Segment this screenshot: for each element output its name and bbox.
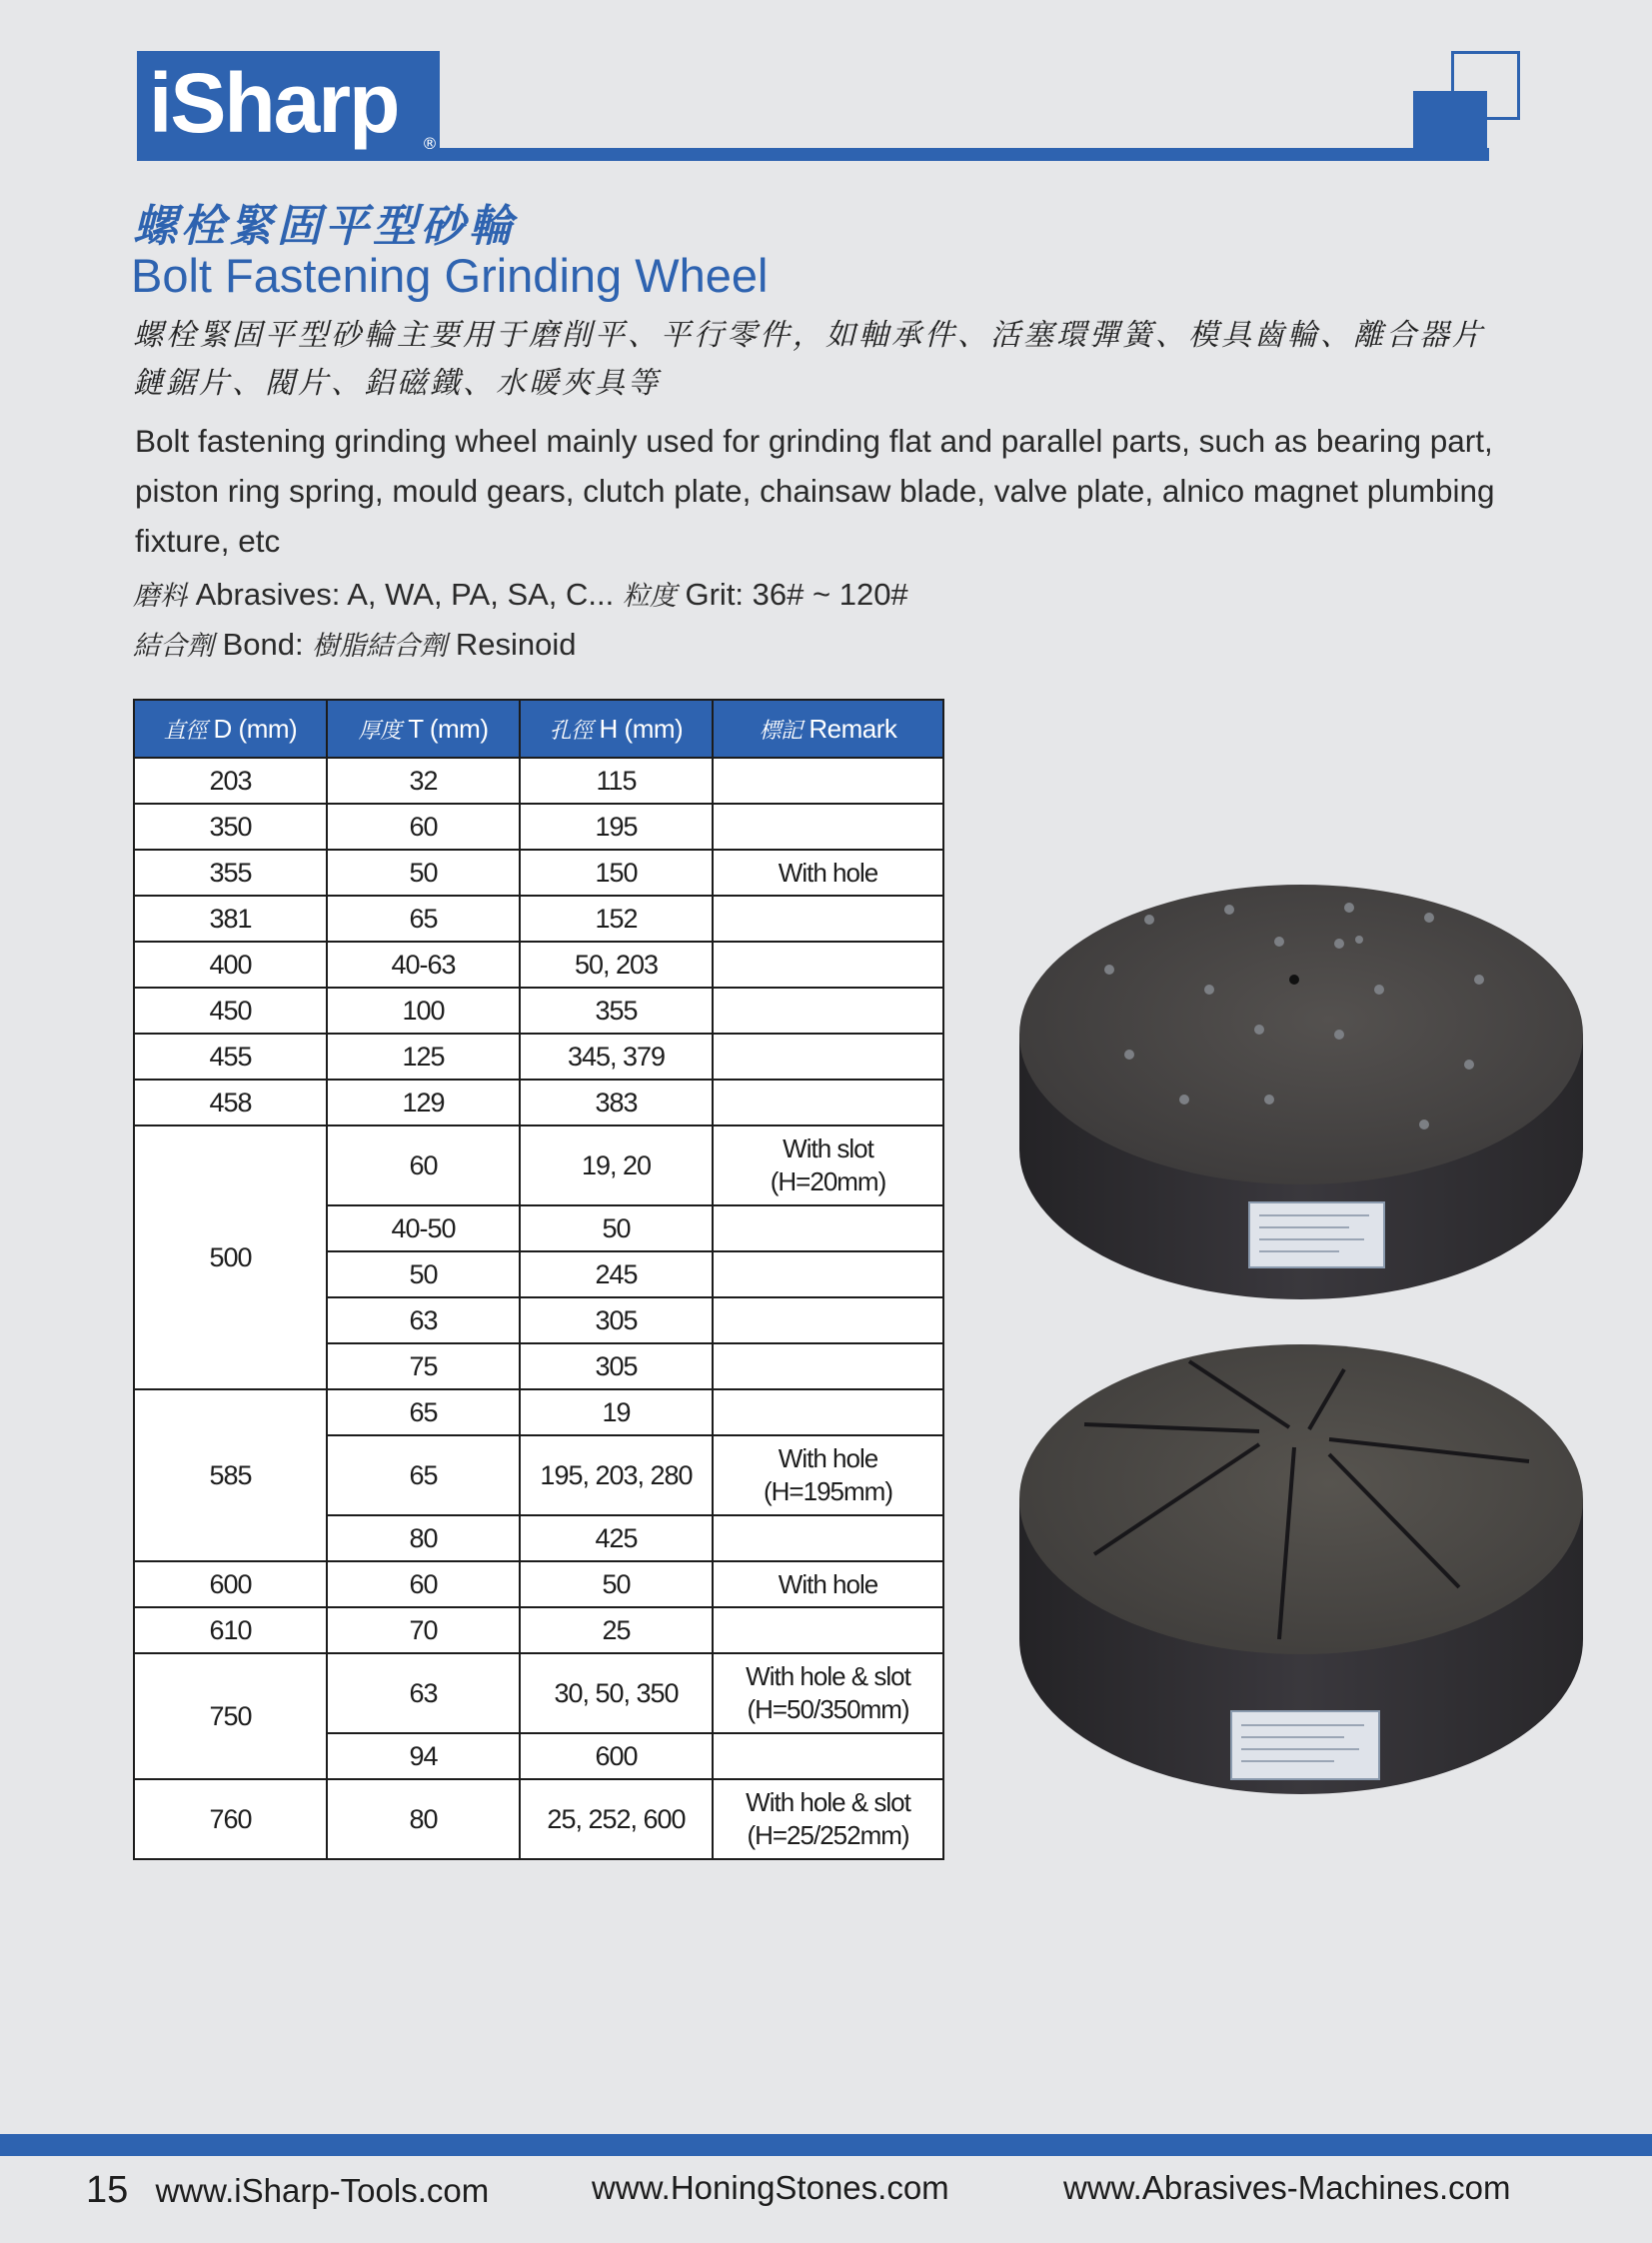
header-remark-cn: 標記	[759, 718, 803, 744]
cell-remark: With hole	[713, 850, 943, 896]
table-row	[134, 988, 943, 1034]
header-thickness	[327, 700, 520, 758]
cell-diameter: 760	[134, 1779, 327, 1859]
cell-hole: 50	[520, 1205, 713, 1251]
cell-diameter: 355	[134, 850, 327, 896]
cell-hole: 25	[520, 1607, 713, 1653]
cell-hole: 19, 20	[520, 1125, 713, 1205]
cell-thickness: 75	[327, 1343, 520, 1389]
remark-line-2: (H=20mm)	[770, 1166, 886, 1196]
cell-remark	[713, 1080, 943, 1125]
cell-thickness: 50	[327, 850, 520, 896]
cell-thickness: 40-63	[327, 942, 520, 988]
cell-thickness: 80	[327, 1779, 520, 1859]
cell-remark	[713, 1343, 943, 1389]
cell-diameter: 585	[134, 1389, 327, 1561]
page-title-chinese: 螺栓緊固平型砂輪	[133, 201, 517, 252]
cell-thickness: 63	[327, 1297, 520, 1343]
product-label	[1231, 1711, 1379, 1779]
table-row	[134, 1125, 943, 1205]
cell-thickness: 60	[327, 1561, 520, 1607]
footer-left	[86, 2169, 489, 2212]
cell-hole: 150	[520, 850, 713, 896]
cell-hole: 345, 379	[520, 1034, 713, 1080]
cell-diameter: 458	[134, 1080, 327, 1125]
cell-hole: 19	[520, 1389, 713, 1435]
cell-remark	[713, 988, 943, 1034]
cell-hole: 25, 252, 600	[520, 1779, 713, 1859]
header-remark-en: Remark	[809, 713, 897, 744]
table-row	[134, 850, 943, 896]
description-chinese-line-1: 螺栓緊固平型砂輪主要用于磨削平、平行零件，如軸承件、活塞環彈簧、模具齒輪、離合器片	[133, 318, 1485, 353]
table-row	[134, 1607, 943, 1653]
cell-remark	[713, 1251, 943, 1297]
cell-thickness: 65	[327, 1435, 520, 1515]
footer-link-honingstones[interactable]: www.HoningStones.com	[592, 2169, 949, 2206]
table-row	[134, 942, 943, 988]
cell-thickness: 125	[327, 1034, 520, 1080]
cell-thickness: 40-50	[327, 1205, 520, 1251]
remark-line-1: With slot	[783, 1133, 873, 1163]
cell-diameter: 500	[134, 1125, 327, 1389]
cell-thickness: 63	[327, 1653, 520, 1733]
cell-thickness: 65	[327, 1389, 520, 1435]
cell-diameter: 203	[134, 758, 327, 804]
cell-remark	[713, 758, 943, 804]
cell-hole: 50, 203	[520, 942, 713, 988]
cell-diameter: 455	[134, 1034, 327, 1080]
remark-line-1: With hole & slot	[746, 1661, 910, 1691]
cell-remark	[713, 1515, 943, 1561]
cell-thickness: 70	[327, 1607, 520, 1653]
abrasives-value: Abrasives: A, WA, PA, SA, C...	[195, 577, 615, 612]
table-row	[134, 758, 943, 804]
cell-remark	[713, 1435, 943, 1515]
cell-hole: 152	[520, 896, 713, 942]
header-diameter-en: D (mm)	[213, 713, 298, 744]
cell-remark	[713, 1389, 943, 1435]
corner-square-fill	[1413, 91, 1487, 161]
registered-mark: ®	[422, 134, 438, 153]
table-row	[134, 1561, 943, 1607]
table-header-row	[134, 700, 943, 758]
footer-link-isharp-tools[interactable]: www.iSharp-Tools.com	[155, 2172, 490, 2209]
cell-remark	[713, 1205, 943, 1251]
bond-label-cn: 結合劑	[133, 631, 214, 662]
wheel-top-surface	[1019, 1344, 1583, 1654]
cell-hole: 383	[520, 1080, 713, 1125]
table-row	[134, 1779, 943, 1859]
cell-diameter: 750	[134, 1653, 327, 1779]
header-thickness-cn: 厚度	[358, 718, 402, 744]
remark-line-1: With hole & slot	[746, 1787, 910, 1817]
brand-logo	[137, 51, 440, 161]
cell-hole: 245	[520, 1251, 713, 1297]
cell-remark	[713, 1125, 943, 1205]
header-hole-cn: 孔徑	[549, 718, 593, 744]
page-number: 15	[86, 2169, 129, 2211]
cell-thickness: 94	[327, 1733, 520, 1779]
bond-line	[133, 624, 577, 663]
cell-hole: 30, 50, 350	[520, 1653, 713, 1733]
header-thickness-en: T (mm)	[408, 713, 489, 744]
table-row	[134, 896, 943, 942]
cell-hole: 355	[520, 988, 713, 1034]
center-hole	[1289, 975, 1299, 985]
header-hole-en: H (mm)	[599, 713, 684, 744]
cell-remark	[713, 1607, 943, 1653]
cell-thickness: 65	[327, 896, 520, 942]
cell-thickness: 100	[327, 988, 520, 1034]
header-hole	[520, 700, 713, 758]
bolt-wheel-image	[1009, 880, 1594, 1339]
cell-remark	[713, 942, 943, 988]
cell-hole: 50	[520, 1561, 713, 1607]
cell-thickness: 129	[327, 1080, 520, 1125]
table-row	[134, 804, 943, 850]
cell-thickness: 80	[327, 1515, 520, 1561]
description-chinese-line-2: 鏈鋸片、閥片、鋁磁鐵、水暖夾具等	[133, 366, 661, 401]
cell-hole: 600	[520, 1733, 713, 1779]
abrasives-grit-line	[133, 574, 908, 613]
header-remark	[713, 700, 943, 758]
cell-diameter: 381	[134, 896, 327, 942]
cell-remark	[713, 1779, 943, 1859]
cell-diameter: 610	[134, 1607, 327, 1653]
footer-link-abrasives-machines[interactable]: www.Abrasives-Machines.com	[1063, 2169, 1511, 2206]
cell-thickness: 32	[327, 758, 520, 804]
grit-value: Grit: 36# ~ 120#	[685, 577, 908, 612]
product-label	[1249, 1202, 1384, 1267]
cell-thickness: 60	[327, 1125, 520, 1205]
cell-hole: 305	[520, 1343, 713, 1389]
cell-diameter: 400	[134, 942, 327, 988]
bond-value: Resinoid	[455, 627, 577, 662]
header-diameter-cn: 直徑	[163, 718, 207, 744]
remark-line-2: (H=195mm)	[764, 1476, 892, 1506]
table-row	[134, 1034, 943, 1080]
cell-thickness: 60	[327, 804, 520, 850]
wheel-top-surface	[1019, 885, 1583, 1184]
cell-remark	[713, 1034, 943, 1080]
footer-rule	[0, 2134, 1652, 2156]
cell-hole: 425	[520, 1515, 713, 1561]
specification-table	[133, 699, 944, 1860]
cell-diameter: 600	[134, 1561, 327, 1607]
table-row	[134, 1653, 943, 1733]
cell-hole: 195	[520, 804, 713, 850]
description-english: Bolt fastening grinding wheel mainly used for grinding flat and parallel parts, such as bearing part, piston ring spring, mould gears, clutch plate, chainsaw blade, valve plate, alnico magnet plumbing fixture, etc	[135, 423, 1495, 559]
cell-remark: With hole	[713, 1561, 943, 1607]
grit-label-cn: 粒度	[622, 581, 677, 612]
brand-name: iSharp	[149, 56, 399, 150]
cell-remark	[713, 1653, 943, 1733]
cell-remark	[713, 1733, 943, 1779]
table-row	[134, 1389, 943, 1435]
cell-remark	[713, 804, 943, 850]
cell-diameter: 450	[134, 988, 327, 1034]
header-diameter	[134, 700, 327, 758]
bond-label: Bond:	[222, 627, 304, 662]
page-title: Bolt Fastening Grinding Wheel	[131, 249, 769, 302]
remark-line-2: (H=25/252mm)	[747, 1820, 909, 1850]
cell-hole: 195, 203, 280	[520, 1435, 713, 1515]
cell-hole: 305	[520, 1297, 713, 1343]
slotted-wheel-image	[1009, 1339, 1594, 1829]
cell-hole: 115	[520, 758, 713, 804]
remark-line-1: With hole	[778, 1443, 878, 1473]
cell-thickness: 50	[327, 1251, 520, 1297]
header-rule	[440, 148, 1489, 161]
cell-remark	[713, 896, 943, 942]
cell-remark	[713, 1297, 943, 1343]
bond-value-cn: 樹脂結合劑	[312, 631, 448, 662]
remark-line-2: (H=50/350mm)	[747, 1694, 909, 1724]
abrasives-label-cn: 磨料	[133, 581, 187, 612]
description-chinese	[133, 312, 1532, 408]
cell-diameter: 350	[134, 804, 327, 850]
table-row	[134, 1080, 943, 1125]
